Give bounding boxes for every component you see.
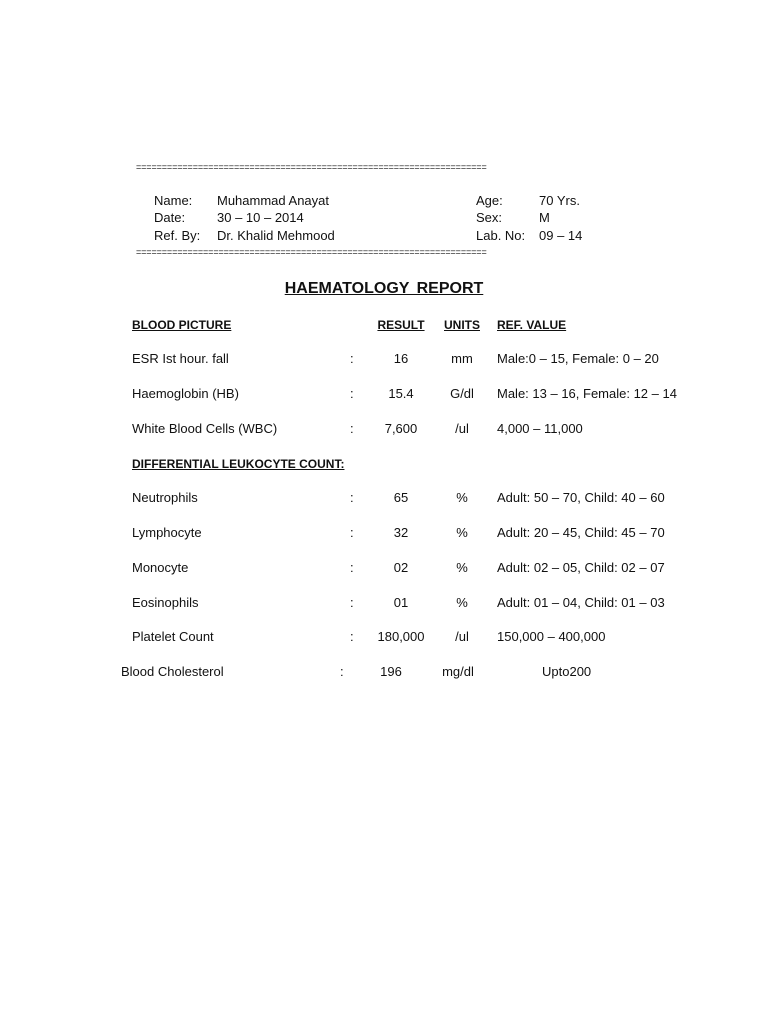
units-value: G/dl <box>450 386 474 401</box>
test-name: Haemoglobin (HB) <box>132 386 239 401</box>
ref-value: Dr. Khalid Mehmood <box>217 228 335 243</box>
name-label: Name: <box>154 193 193 208</box>
result-value: 196 <box>380 664 402 679</box>
ref-range: Adult: 02 – 05, Child: 02 – 07 <box>497 560 665 575</box>
result-value: 01 <box>393 595 409 610</box>
date-value: 30 – 10 – 2014 <box>217 210 304 225</box>
units-value: % <box>456 560 468 575</box>
units-value: % <box>456 525 468 540</box>
sex-value: M <box>539 210 550 225</box>
ref-range: Male:0 – 15, Female: 0 – 20 <box>497 351 659 366</box>
test-name: Monocyte <box>132 560 189 575</box>
ref-range: Adult: 01 – 04, Child: 01 – 03 <box>497 595 665 610</box>
result-value: 16 <box>393 351 409 366</box>
colon: : <box>350 386 354 401</box>
units-value: /ul <box>455 629 469 644</box>
separator-bottom: ==================================================================== <box>136 247 487 257</box>
colon: : <box>350 525 354 540</box>
ref-range: Adult: 50 – 70, Child: 40 – 60 <box>497 490 665 505</box>
colon: : <box>350 351 354 366</box>
result-value: 02 <box>393 560 409 575</box>
units-value: % <box>456 490 468 505</box>
test-name: Neutrophils <box>132 490 198 505</box>
ref-range: Upto200 <box>542 664 592 679</box>
colon: : <box>350 595 354 610</box>
test-name: Eosinophils <box>132 595 199 610</box>
units-value: mg/dl <box>442 664 474 679</box>
age-value: 70 Yrs. <box>539 193 580 208</box>
test-name: Platelet Count <box>132 629 214 644</box>
column-section: BLOOD PICTURE <box>132 318 232 332</box>
result-value: 7,600 <box>384 421 418 436</box>
column-ref-value: REF. VALUE <box>497 318 567 332</box>
result-value: 180,000 <box>377 629 425 644</box>
colon: : <box>350 421 354 436</box>
test-name: Lymphocyte <box>132 525 202 540</box>
date-label: Date: <box>154 210 186 225</box>
lab-label: Lab. No: <box>476 228 526 243</box>
result-value: 65 <box>393 490 409 505</box>
ref-range: 4,000 – 11,000 <box>497 421 583 436</box>
colon: : <box>340 664 344 679</box>
lab-value: 09 – 14 <box>539 228 583 243</box>
ref-range: Male: 13 – 16, Female: 12 – 14 <box>497 386 677 401</box>
differential-heading: DIFFERENTIAL LEUKOCYTE COUNT: <box>132 457 345 471</box>
sex-label: Sex: <box>476 210 503 225</box>
ref-range: 150,000 – 400,000 <box>497 629 606 644</box>
units-value: % <box>456 595 468 610</box>
colon: : <box>350 560 354 575</box>
separator-top: ==================================================================== <box>136 162 487 172</box>
colon: : <box>350 629 354 644</box>
units-value: /ul <box>455 421 469 436</box>
test-name: White Blood Cells (WBC) <box>132 421 278 436</box>
ref-range: Adult: 20 – 45, Child: 45 – 70 <box>497 525 665 540</box>
colon: : <box>350 490 354 505</box>
result-value: 32 <box>393 525 409 540</box>
ref-label: Ref. By: <box>154 228 201 243</box>
result-value: 15.4 <box>388 386 414 401</box>
name-value: Muhammad Anayat <box>217 193 330 208</box>
age-label: Age: <box>476 193 503 208</box>
report-title: HAEMATOLOGY REPORT <box>284 280 484 297</box>
units-value: mm <box>451 351 473 366</box>
column-result: RESULT <box>377 318 425 332</box>
column-units: UNITS <box>444 318 480 332</box>
test-name: ESR Ist hour. fall <box>132 351 229 366</box>
test-name: Blood Cholesterol <box>121 664 224 679</box>
